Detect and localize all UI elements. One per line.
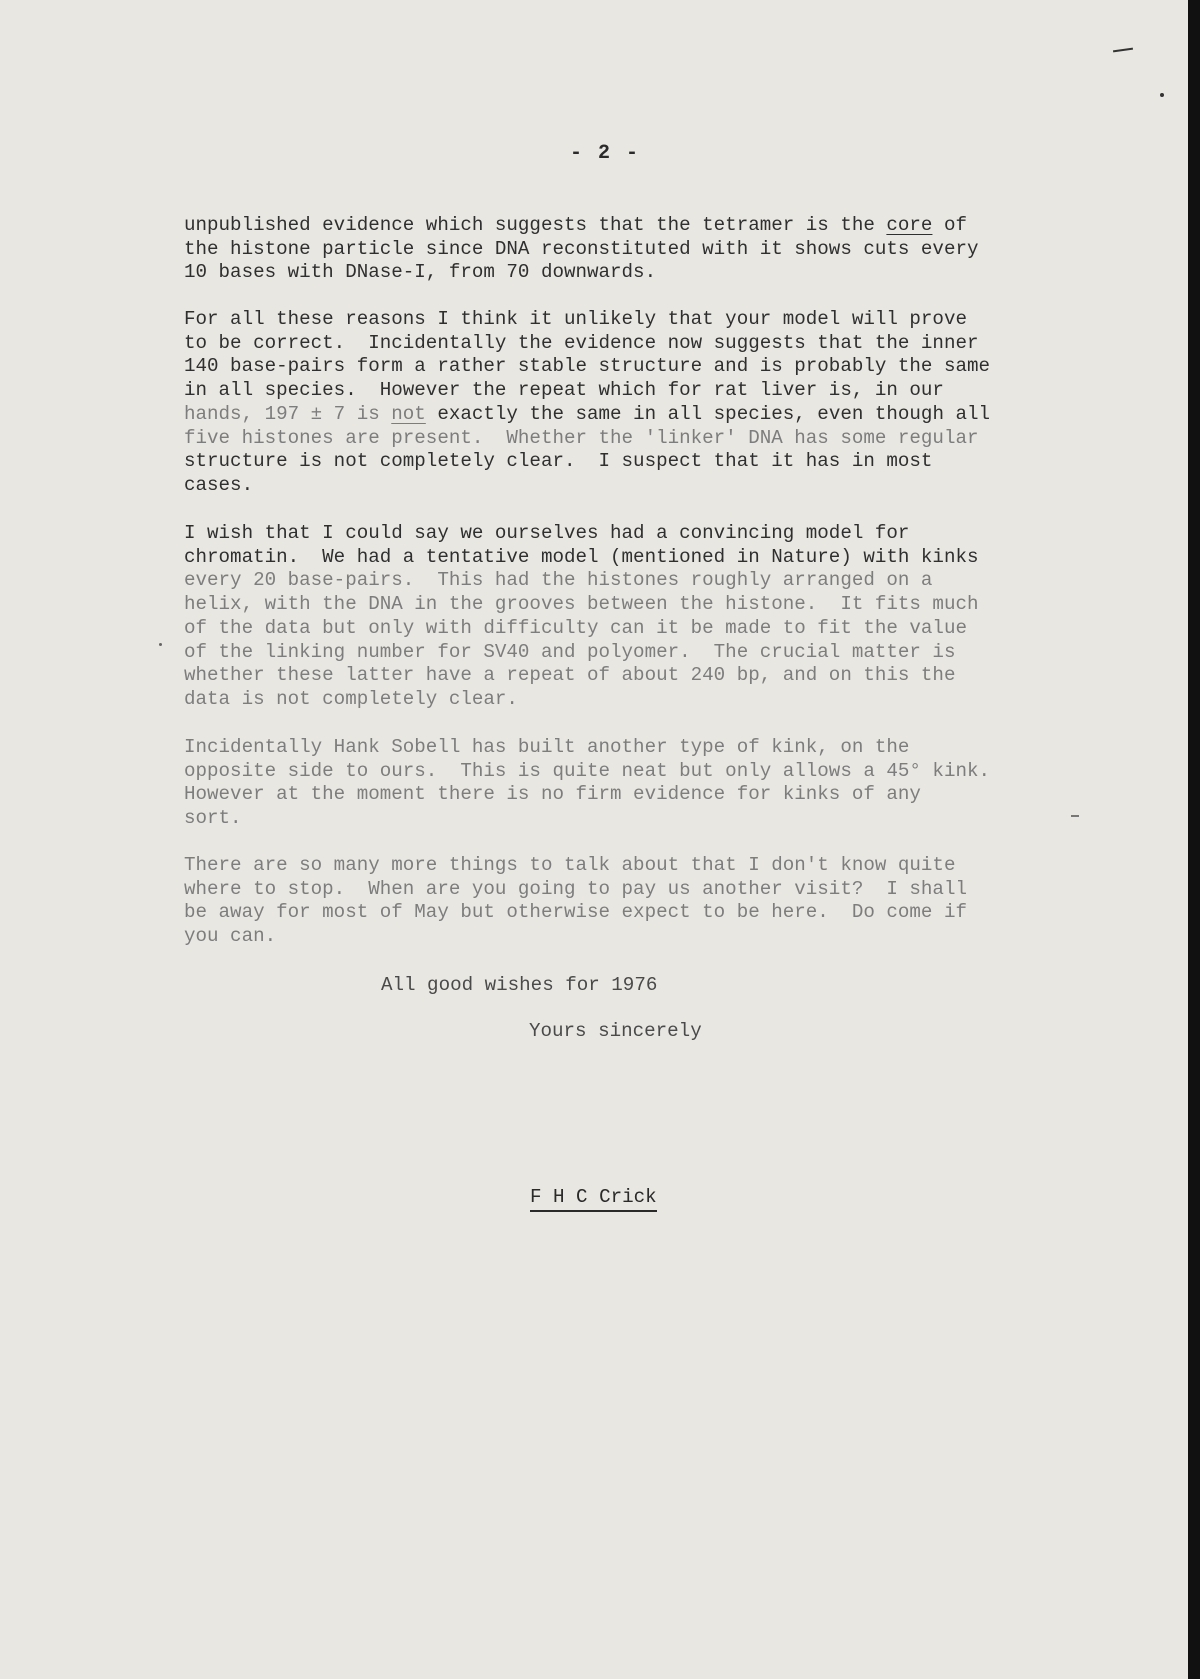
text-line: structure is not completely clear. I suspect that it has in most — [184, 450, 933, 473]
text-line: you can. — [184, 925, 277, 948]
text-line: be away for most of May but otherwise expect to be here. Do come if — [184, 901, 967, 924]
paragraph-chromatin-model — [184, 522, 979, 712]
underlined-word: core — [886, 214, 933, 236]
text-line: five histones are present. Whether the 'linker' DNA has some regular — [184, 426, 979, 449]
text-line: chromatin. We had a tentative model (mentioned in Nature) with kinks — [184, 545, 979, 568]
text-line: 140 base-pairs form a rather stable structure and is probably the same — [184, 355, 991, 378]
text-line: opposite side to ours. This is quite neat but only allows a 45° kink. — [184, 759, 991, 782]
paragraph-visit — [184, 854, 967, 949]
text-line: exactly the same in all species, even though all — [425, 402, 991, 425]
text-line: to be correct. Incidentally the evidence now suggests that the inner — [184, 331, 979, 354]
text-line: the histone particle since DNA reconstituted with it shows cuts every — [184, 237, 979, 260]
paragraph-model-doubts — [184, 308, 990, 498]
text-line: where to stop. When are you going to pay us another visit? I shall — [184, 877, 967, 900]
text-line: However at the moment there is no firm evidence for kinks of any — [184, 783, 921, 806]
text-line: data is not completely clear. — [184, 687, 518, 710]
text-line: cases. — [184, 473, 254, 496]
text-line: helix, with the DNA in the grooves between the histone. It fits much — [184, 593, 979, 616]
ink-dot — [1160, 93, 1164, 97]
text-line: hands, 197 ± 7 is — [184, 402, 392, 425]
pen-mark — [1071, 815, 1079, 817]
text-line: 10 bases with DNase-I, from 70 downwards. — [184, 261, 657, 284]
text-line: Incidentally Hank Sobell has built another type of kink, on the — [184, 736, 910, 758]
text-line: There are so many more things to talk about that I don't know quite — [184, 854, 956, 876]
text-line: of the linking number for SV40 and polyomer. The crucial matter is — [184, 640, 956, 663]
typed-signature: F H C Crick — [530, 1186, 657, 1212]
text-line: I wish that I could say we ourselves had a convincing model for — [184, 522, 910, 544]
text-line: For all these reasons I think it unlikely that your model will prove — [184, 308, 967, 330]
paragraph-continuation — [184, 214, 979, 285]
text-line: every 20 base-pairs. This had the histones roughly arranged on a — [184, 569, 933, 592]
paragraph-sobell-kink — [184, 736, 990, 831]
text-line: whether these latter have a repeat of about 240 bp, and on this the — [184, 664, 956, 687]
closing-wishes: All good wishes for 1976 — [381, 974, 658, 996]
underlined-word: not — [391, 402, 426, 425]
text-line: of the data but only with difficulty can it be made to fit the value — [184, 616, 967, 639]
pen-mark — [1113, 48, 1133, 53]
text-line: unpublished evidence which suggests that the tetramer is the — [184, 214, 887, 236]
text-line: in all species. However the repeat which for rat liver is, in our — [184, 379, 944, 402]
ink-dot — [159, 643, 162, 646]
closing-valediction: Yours sincerely — [529, 1020, 702, 1042]
page-number: - 2 - — [570, 142, 641, 165]
text-line: of — [932, 214, 967, 236]
text-line: sort. — [184, 807, 242, 830]
